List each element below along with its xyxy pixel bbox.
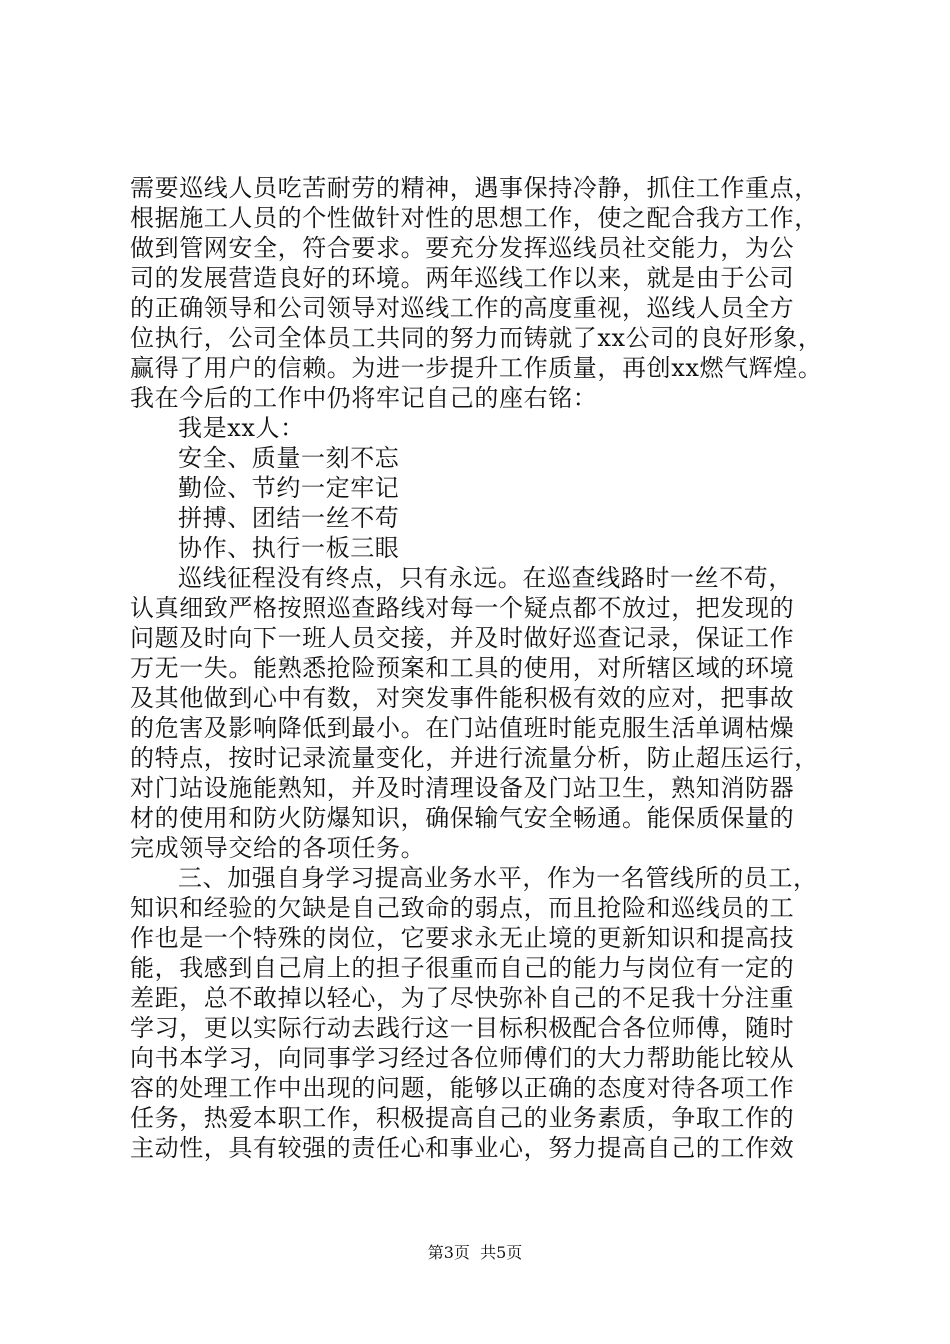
text-line: 位执行，公司全体员工共同的努力而铸就了xx公司的良好形象， [130,324,823,352]
text-line: 司的发展营造良好的环境。两年巡线工作以来，就是由于公司 [130,264,795,292]
page-number: 第3页 [427,1243,470,1262]
text-line: 万无一失。能熟悉抢险预案和工具的使用，对所辖区域的环境 [130,654,795,682]
text-line: 拼搏、团结一丝不苟 [178,504,400,532]
text-line: 知识和经验的欠缺是自己致命的弱点，而且抢险和巡线员的工 [130,894,795,922]
text-line: 完成领导交给的各项任务。 [130,834,426,862]
page-footer [0,1243,950,1263]
text-line: 任务，热爱本职工作，积极提高自己的业务素质，争取工作的 [130,1104,795,1132]
text-line: 问题及时向下一班人员交接，并及时做好巡查记录，保证工作 [130,624,795,652]
text-line: 巡线征程没有终点，只有永远。在巡查线路时一丝不苟， [178,564,793,592]
text-line: 主动性，具有较强的责任心和事业心，努力提高自己的工作效 [130,1134,795,1162]
page-total: 共5页 [480,1243,523,1262]
text-line: 及其他做到心中有数，对突发事件能积极有效的应对，把事故 [130,684,795,712]
text-line: 我在今后的工作中仍将牢记自己的座右铭： [130,384,598,412]
text-line: 我是xx人： [178,414,305,442]
document-body [130,173,850,1163]
text-line: 能，我感到自己肩上的担子很重而自己的能力与岗位有一定的 [130,954,795,982]
text-line: 协作、执行一板三眼 [178,534,400,562]
text-line: 学习，更以实际行动去践行这一目标积极配合各位师傅，随时 [130,1014,795,1042]
text-line: 认真细致严格按照巡查路线对每一个疑点都不放过，把发现的 [130,594,795,622]
text-line: 作也是一个特殊的岗位，它要求永无止境的更新知识和提高技 [130,924,795,952]
text-line: 的特点，按时记录流量变化，并进行流量分析，防止超压运行， [130,744,819,772]
text-line: 的正确领导和公司领导对巡线工作的高度重视，巡线人员全方 [130,294,795,322]
text-line: 根据施工人员的个性做针对性的思想工作，使之配合我方工作， [130,204,819,232]
text-line: 向书本学习，向同事学习经过各位师傅们的大力帮助能比较从 [130,1044,795,1072]
text-line: 的危害及影响降低到最小。在门站值班时能克服生活单调枯燥 [130,714,795,742]
text-line: 赢得了用户的信赖。为进一步提升工作质量，再创xx燃气辉煌。 [130,354,823,382]
text-line: 材的使用和防火防爆知识，确保输气安全畅通。能保质保量的 [130,804,795,832]
text-line: 对门站设施能熟知，并及时清理设备及门站卫生，熟知消防器 [130,774,795,802]
text-line: 做到管网安全，符合要求。要充分发挥巡线员社交能力，为公 [130,234,795,262]
text-line: 勤俭、节约一定牢记 [178,474,400,502]
text-line: 差距，总不敢掉以轻心，为了尽快弥补自己的不足我十分注重 [130,984,795,1012]
text-line: 容的处理工作中出现的问题，能够以正确的态度对待各项工作 [130,1074,795,1102]
text-line: 三、加强自身学习提高业务水平，作为一名管线所的员工， [178,864,818,892]
text-line: 安全、质量一刻不忘 [178,444,400,472]
text-line: 需要巡线人员吃苦耐劳的精神，遇事保持冷静，抓住工作重点， [130,174,819,202]
